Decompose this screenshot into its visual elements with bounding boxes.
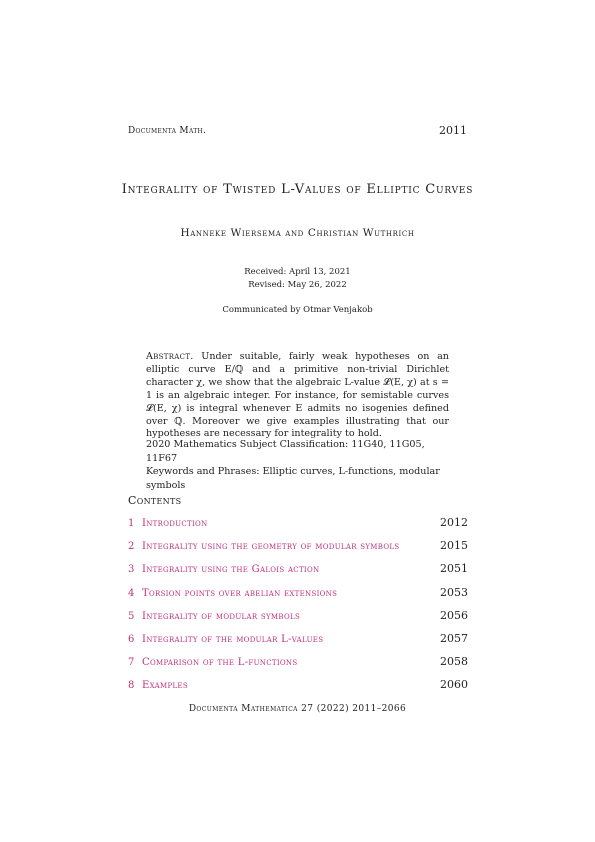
toc-page: 2056 bbox=[440, 608, 468, 622]
toc-number: 1 bbox=[128, 518, 135, 529]
toc-page: 2060 bbox=[440, 678, 468, 692]
toc-link[interactable]: Examples bbox=[142, 680, 188, 692]
classification-block bbox=[146, 438, 449, 492]
toc-entry[interactable] bbox=[128, 655, 468, 678]
toc-link[interactable]: Integrality using the geometry of modular symbols bbox=[142, 541, 400, 553]
toc-number: 3 bbox=[128, 564, 135, 576]
toc-link[interactable]: Comparison of the L-functions bbox=[142, 657, 298, 669]
toc-page: 2053 bbox=[440, 585, 468, 599]
contents-heading: Contents bbox=[128, 494, 182, 507]
toc-entry[interactable] bbox=[128, 678, 468, 701]
toc-page: 2012 bbox=[440, 516, 468, 529]
abstract-label: Abstract. bbox=[146, 351, 194, 362]
authors: Hanneke Wiersema and Christian Wuthrich bbox=[180, 227, 415, 239]
toc-number: 4 bbox=[128, 587, 135, 599]
toc-entry[interactable] bbox=[128, 562, 468, 585]
toc-number: 6 bbox=[128, 633, 135, 645]
toc-page: 2058 bbox=[440, 655, 468, 669]
toc-number: 5 bbox=[128, 610, 135, 622]
abstract bbox=[146, 351, 449, 441]
toc-entry[interactable] bbox=[128, 516, 468, 539]
msc-classification: 2020 Mathematics Subject Classification: 11G40, 11G05, 11F67 bbox=[146, 439, 425, 464]
toc-number: 2 bbox=[128, 541, 135, 553]
footer-citation: Documenta Mathematica 27 (2022) 2011–2066 bbox=[188, 704, 407, 714]
toc-page: 2015 bbox=[440, 539, 468, 553]
toc-page: 2057 bbox=[440, 631, 468, 645]
paper-title: Integrality of Twisted L-Values of Elliptic Curves bbox=[121, 182, 474, 197]
toc-entry[interactable] bbox=[128, 539, 468, 562]
toc-entry[interactable] bbox=[128, 632, 468, 655]
toc-link[interactable]: Introduction bbox=[142, 518, 208, 529]
toc-page: 2051 bbox=[440, 562, 468, 576]
toc-entry[interactable] bbox=[128, 609, 468, 632]
page-number: 2011 bbox=[439, 124, 467, 137]
communicated-by: Communicated by Otmar Venjakob bbox=[222, 305, 373, 315]
table-of-contents bbox=[128, 516, 468, 702]
running-header-journal: Documenta Math. bbox=[128, 126, 207, 136]
dates-block bbox=[0, 266, 595, 292]
toc-link[interactable]: Integrality of the modular L-values bbox=[142, 633, 324, 645]
toc-link[interactable]: Integrality of modular symbols bbox=[142, 610, 301, 622]
revised-date: Revised: May 26, 2022 bbox=[248, 280, 347, 290]
received-date: Received: April 13, 2021 bbox=[244, 267, 351, 277]
toc-entry[interactable] bbox=[128, 586, 468, 609]
abstract-text: Under suitable, fairly weak hypotheses on an elliptic curve E/ℚ and a primitive non-trivial Dirichlet character χ, we show that the algebraic L-value 𝓛(E, χ) at s = 1 is an algebraic integer. For instance, for semistable curves 𝓛(E, χ) is integral whenever E admits no isogenies defined over ℚ. Moreover we give examples illustrating that our hypotheses are necessary for integrality to hold. bbox=[146, 351, 449, 440]
toc-number: 7 bbox=[128, 657, 135, 669]
keywords: Keywords and Phrases: Elliptic curves, L-functions, modular symbols bbox=[146, 466, 440, 491]
toc-number: 8 bbox=[128, 680, 135, 692]
toc-link[interactable]: Integrality using the Galois action bbox=[142, 564, 320, 576]
toc-link[interactable]: Torsion points over abelian extensions bbox=[142, 587, 338, 599]
